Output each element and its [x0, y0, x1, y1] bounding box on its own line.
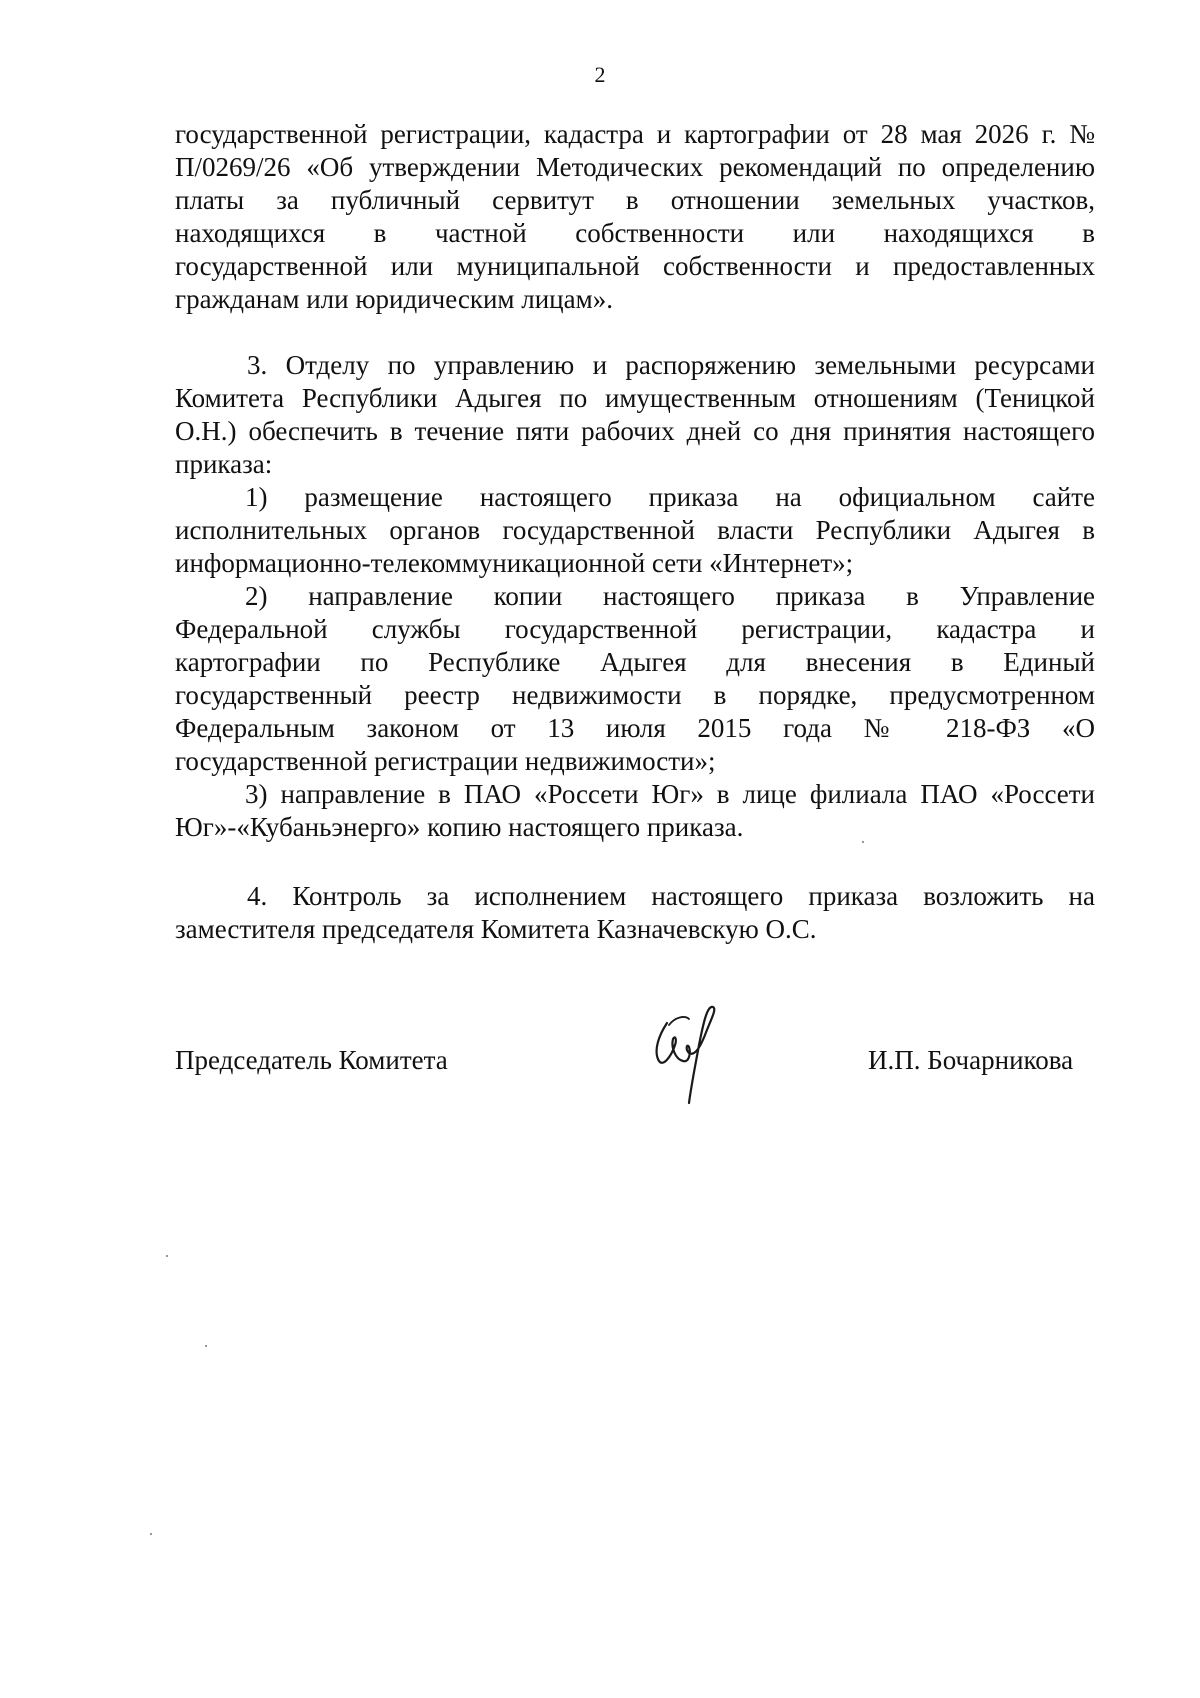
text-line: 2) направление копии настоящего приказа в Управление: [245, 581, 1095, 611]
text-line: Федеральной службы государственной регистрации, кадастра и: [175, 614, 1095, 644]
text-line: заместителя председателя Комитета Казначевскую О.С.: [175, 914, 817, 944]
text-line: картографии по Республике Адыгея для внесения в Единый: [175, 647, 1095, 677]
page-number: 2: [594, 62, 606, 87]
scan-speck: [205, 1345, 207, 1347]
text-line: государственный реестр недвижимости в порядке, предусмотренном: [175, 680, 1095, 710]
text-line: находящихся в частной собственности или находящихся в: [175, 218, 1095, 248]
text-line: О.Н.) обеспечить в течение пяти рабочих дней со дня принятия настоящего: [175, 416, 1095, 446]
handwritten-signature: [645, 995, 735, 1105]
text-line: исполнительных органов государственной власти Республики Адыгея в: [175, 515, 1095, 545]
scan-speck: [862, 841, 864, 843]
text-line: приказа:: [175, 449, 273, 479]
text-line: 1) размещение настоящего приказа на официальном сайте: [245, 482, 1095, 512]
text-line: платы за публичный сервитут в отношении земельных участков,: [175, 185, 1095, 215]
text-line: Юг»-«Кубаньэнерго» копию настоящего приказа.: [175, 812, 744, 842]
scan-speck: [150, 1533, 152, 1535]
scan-speck: [166, 1255, 168, 1257]
text-line: государственной регистрации, кадастра и картографии от 28 мая 2026 г. №: [175, 119, 1095, 149]
text-line: государственной регистрации недвижимости»;: [175, 746, 716, 776]
item-3-paragraph: [175, 349, 1095, 844]
text-line: 4. Контроль за исполнением настоящего приказа возложить на: [247, 881, 1095, 911]
text-line: государственной или муниципальной собственности и предоставленных: [175, 251, 1095, 281]
text-line: Комитета Республики Адыгея по имущественным отношениям (Теницкой: [175, 383, 1095, 413]
text-line: информационно-телекоммуникационной сети «Интернет»;: [175, 548, 854, 578]
text-line: гражданам или юридическим лицам».: [175, 284, 613, 314]
text-line: 3. Отделу по управлению и распоряжению земельными ресурсами: [247, 350, 1095, 380]
text-line: Федеральным законом от 13 июля 2015 года № 218-ФЗ «О: [175, 713, 1095, 743]
signatory-title: Председатель Комитета: [175, 1045, 448, 1075]
signatory-name: И.П. Бочарникова: [868, 1045, 1074, 1075]
continuation-paragraph: [175, 118, 1095, 316]
text-line: 3) направление в ПАО «Россети Юг» в лице филиала ПАО «Россети: [245, 779, 1095, 809]
item-4-paragraph: [175, 880, 1095, 946]
text-line: П/0269/26 «Об утверждении Методических рекомендаций по определению: [175, 152, 1095, 182]
